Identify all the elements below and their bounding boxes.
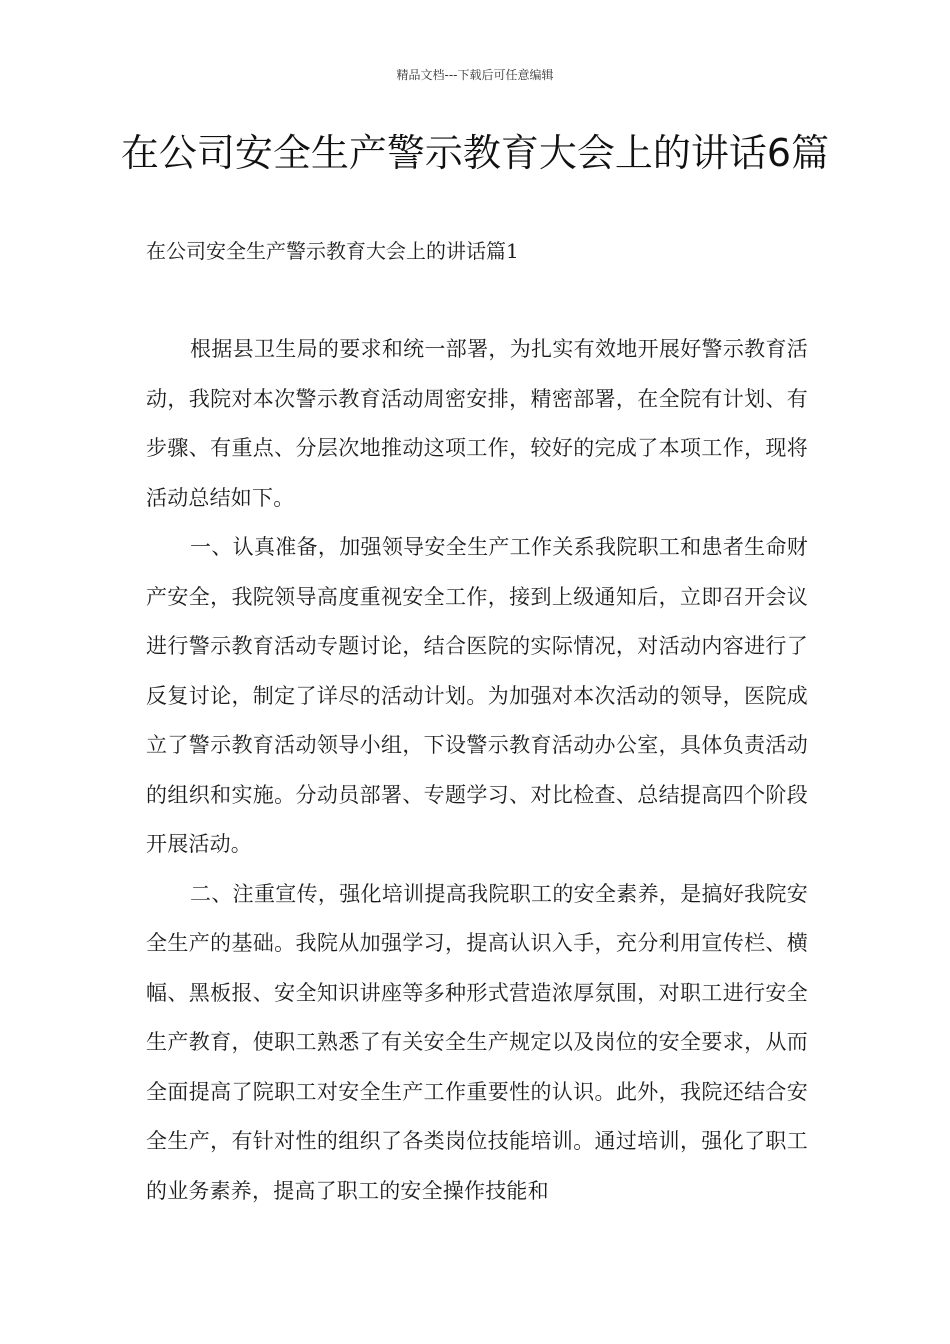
document-body <box>146 325 808 1216</box>
header-note: 精品文档---下载后可任意编辑 <box>396 68 554 82</box>
paragraph-2: 一、认真准备，加强领导安全生产工作关系我院职工和患者生命财产安全，我院领导高度重视安全工作，接到上级通知后，立即召开会议进行警示教育活动专题讨论，结合医院的实际情况，对活动内容进行了反复讨论，制定了详尽的活动计划。为加强对本次活动的领导，医院成立了警示教育活动领导小组，下设警示教育活动办公室，具体负责活动的组织和实施。分动员部署、专题学习、对比检查、总结提高四个阶段开展活动。 <box>146 535 808 856</box>
document-title: 在公司安全生产警示教育大会上的讲话6篇 <box>120 131 830 175</box>
paragraph-1: 根据县卫生局的要求和统一部署，为扎实有效地开展好警示教育活动，我院对本次警示教育活动周密安排，精密部署，在全院有计划、有步骤、有重点、分层次地推动这项工作，较好的完成了本项工作，现将活动总结如下。 <box>146 337 808 510</box>
paragraph-3: 二、注重宣传，强化培训提高我院职工的安全素养，是搞好我院安全生产的基础。我院从加强学习，提高认识入手，充分利用宣传栏、横幅、黑板报、安全知识讲座等多种形式营造浓厚氛围，对职工进行安全生产教育，使职工熟悉了有关安全生产规定以及岗位的安全要求，从而全面提高了院职工对安全生产工作重要性的认识。此外，我院还结合安全生产，有针对性的组织了各类岗位技能培训。通过培训，强化了职工的业务素养，提高了职工的安全操作技能和 <box>146 881 808 1203</box>
section-subtitle: 在公司安全生产警示教育大会上的讲话篇1 <box>146 239 519 263</box>
